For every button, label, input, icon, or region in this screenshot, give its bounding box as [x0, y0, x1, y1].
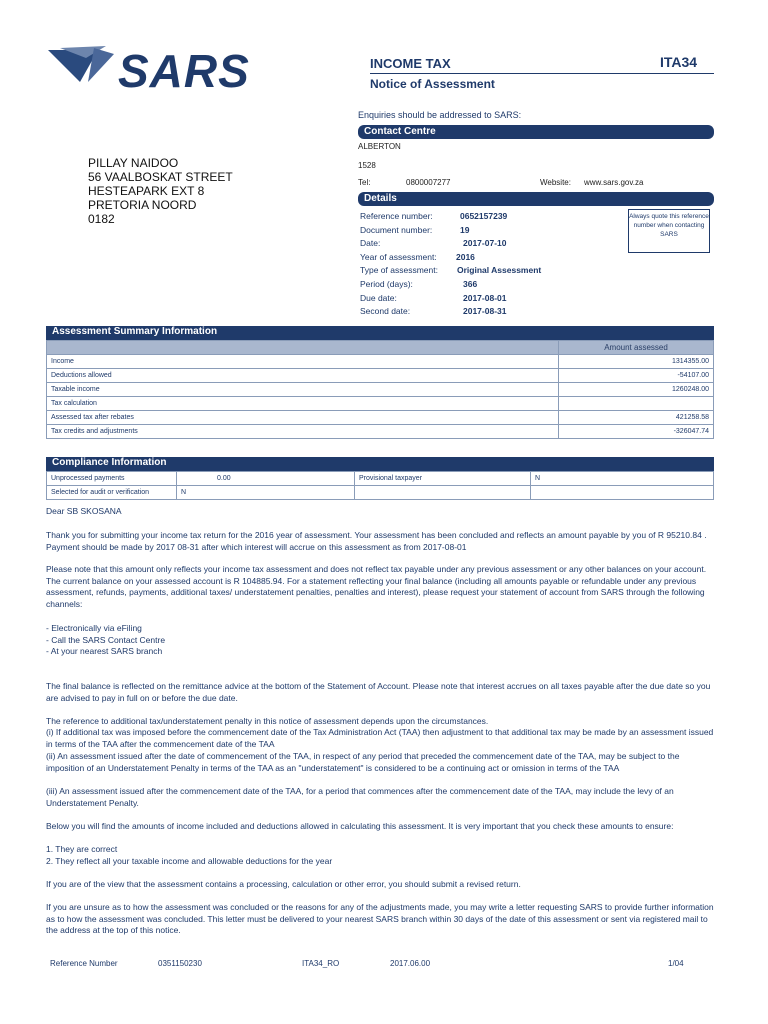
address-line: PRETORIA NOORD	[88, 198, 197, 212]
check-item: 2. They reflect all your taxable income and allowable deductions for the year	[46, 855, 333, 866]
provisional-label: Provisional taxpayer	[355, 472, 531, 486]
address-line: PILLAY NAIDOO	[88, 156, 179, 170]
summary-label: Tax credits and adjustments	[47, 425, 559, 439]
summary-value: 1260248.00	[559, 383, 714, 397]
website-value[interactable]: www.sars.gov.za	[584, 178, 644, 187]
summary-value: 1314355.00	[559, 355, 714, 369]
letter-paragraph: The final balance is reflected on the remittance advice at the bottom of the Statement of Account. Please note that interest accrues on all taxes payable after the due date so you are advised to pay in full on or before the due date.	[46, 681, 711, 703]
check-list	[46, 844, 718, 867]
audit-label: Selected for audit or verification	[47, 486, 177, 500]
address-line: 56 VAALBOSKAT STREET	[88, 170, 233, 184]
summary-value: 421258.58	[559, 411, 714, 425]
summary-value	[559, 397, 714, 411]
details-list	[360, 211, 620, 320]
detail-row: Second date: 2017-08-31	[360, 306, 507, 317]
compliance-table	[46, 471, 714, 500]
summary-table	[46, 340, 714, 439]
form-subtitle: Notice of Assessment	[370, 77, 495, 91]
provisional-value: N	[531, 472, 714, 486]
footer-form: ITA34_RO	[302, 959, 340, 968]
detail-row: Period (days): 366	[360, 278, 478, 289]
detail-row: Type of assessment: Original Assessment	[360, 265, 542, 276]
channel-list	[46, 623, 718, 658]
address-line: 0182	[88, 212, 115, 226]
footer-ref-value: 0351150230	[158, 959, 202, 968]
summary-value: -54107.00	[559, 369, 714, 383]
audit-value: N	[177, 486, 355, 500]
compliance-heading: Compliance Information	[46, 457, 714, 471]
detail-row: Document number: 19	[360, 224, 470, 235]
sars-logo	[46, 44, 266, 97]
summary-label: Assessed tax after rebates	[47, 411, 559, 425]
logo-text: SARS	[118, 45, 250, 97]
unprocessed-value: 0.00	[177, 472, 355, 486]
summary-label: Taxable income	[47, 383, 559, 397]
summary-label: Deductions allowed	[47, 369, 559, 383]
detail-row: Due date: 2017-08-01	[360, 292, 507, 303]
letter-paragraph: Please note that this amount only reflects your income tax assessment and does not reflect tax payable under any previous assessment or any other balances on your account. The current balance on your assessed account is R 104885.94. For a statement reflecting your final balance (including all amounts payable or refundable under any previous assessment, refunds, payments, additional taxes/ understatement penalties, penalties and interest), please request your statement of account from SARS through the following channels:	[46, 564, 707, 609]
detail-row: Reference number: 0652157239	[360, 211, 508, 221]
contact-centre-heading: Contact Centre	[358, 125, 714, 139]
address-line: HESTEAPARK EXT 8	[88, 184, 205, 198]
tel-label: Tel:	[358, 178, 371, 187]
letter-paragraph: If you are of the view that the assessment contains a processing, calculation or other error, you should submit a revised return.	[46, 879, 521, 889]
letter-paragraph: Below you will find the amounts of income included and deductions allowed in calculating this assessment. It is very important that you check these amounts to ensure:	[46, 821, 674, 831]
detail-row: Year of assessment: 2016	[360, 251, 475, 262]
unprocessed-label: Unprocessed payments	[47, 472, 177, 486]
tel-value: 0800007277	[406, 178, 451, 187]
header-divider	[370, 73, 714, 74]
letter-paragraph: Thank you for submitting your income tax return for the 2016 year of assessment. Your assessment has been concluded and reflects an amount payable by you of R 95210.84 . Payment should be made by 2017 08-31 after which interest will accrue on this assessment as from 2017-08-01	[46, 530, 707, 552]
form-code: ITA34	[660, 54, 698, 70]
channel-item: - At your nearest SARS branch	[46, 646, 163, 656]
recipient-address	[88, 156, 233, 226]
form-title: INCOME TAX	[370, 56, 451, 71]
detail-row: Date: 2017-07-10	[360, 238, 507, 249]
letter-paragraph: (iii) An assessment issued after the commencement date of the TAA, for a period that commences after the commencement date of the TAA, may include the levy of an Understatement Penalty.	[46, 786, 674, 808]
footer-date: 2017.06.00	[390, 959, 431, 968]
summary-label: Tax calculation	[47, 397, 559, 411]
check-item: 1. They are correct	[46, 844, 118, 854]
amount-assessed-header: Amount assessed	[559, 341, 714, 355]
footer-page: 1/04	[668, 959, 684, 968]
summary-label: Income	[47, 355, 559, 369]
channel-item: - Electronically via eFiling	[46, 623, 142, 633]
letter-paragraph: (ii) An assessment issued after the date of commencement of the TAA, in respect of any period that preceded the commencement date of the TAA, may be subject to the imposition of an Understatement Penalty in terms of the TAA as an "understatement" is considered to be a continuing act or omission in terms of the TAA	[46, 751, 680, 773]
letter-paragraph: The reference to additional tax/understatement penalty in this notice of assessment depends upon the circumstances.	[46, 716, 489, 726]
letter-greeting: Dear SB SKOSANA	[46, 506, 122, 516]
footer-ref-label: Reference Number	[50, 959, 118, 968]
summary-col-blank	[47, 341, 559, 355]
letter-paragraph: If you are unsure as to how the assessment was concluded or the reasons for any of the adjustments made, you may write a letter requesting SARS to provide further information as to how the assessment was concluded. This letter must be delivered to your nearest SARS branch within 30 days of the date of this assessment or sent via registered mail to the address at the top of this notice.	[46, 902, 714, 935]
enquiries-text: Enquiries should be addressed to SARS:	[358, 110, 522, 120]
reference-quote-note: Always quote this reference number when contacting SARS	[628, 209, 710, 253]
summary-heading: Assessment Summary Information	[46, 326, 714, 340]
details-heading: Details	[358, 192, 714, 206]
letter-paragraph: (i) If additional tax was imposed before the commencement date of the Tax Administration Act (TAA) then adjustment to that additional tax may be made by an assessment issued in terms of the TAA after the commencement date of the TAA	[46, 727, 714, 749]
contact-code: 1528	[358, 161, 376, 170]
summary-value: -326047.74	[559, 425, 714, 439]
contact-branch: ALBERTON	[358, 142, 401, 151]
website-label: Website:	[540, 178, 571, 187]
channel-item: - Call the SARS Contact Centre	[46, 634, 166, 645]
